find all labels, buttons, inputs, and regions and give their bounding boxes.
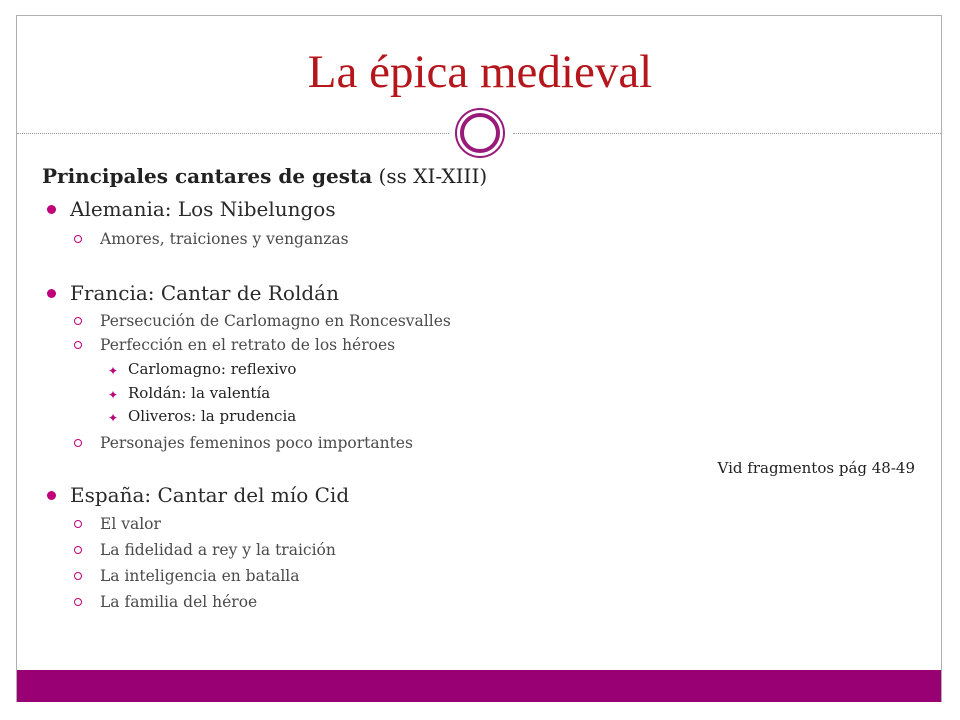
sub-item [100,540,336,560]
hollow-circle-bullet-icon [74,572,82,580]
sub-item-label: Persecución de Carlomagno en Roncesvalles [100,312,451,330]
sub-item [100,566,299,586]
footer-bar [17,670,941,702]
list-item-label: Francia: Cantar de Roldán [70,281,339,305]
hollow-circle-bullet-icon [74,520,82,528]
heading-bold: Principales cantares de gesta [42,164,373,188]
sub-item-label: El valor [100,515,161,533]
sub-sub-item [108,406,297,426]
sub-sub-item-label: Roldán: la valentía [128,384,271,402]
hollow-circle-bullet-icon [74,317,82,325]
sub-item [100,335,395,355]
filled-circle-bullet-icon [47,289,56,298]
sub-item [100,229,349,249]
sub-item-label: La fidelidad a rey y la traición [100,541,336,559]
sub-item-label: Amores, traiciones y venganzas [100,230,349,248]
sub-sub-item-label: Carlomagno: reflexivo [128,360,297,378]
list-item-alemania [70,196,336,222]
four-point-star-bullet-icon: ✦ [108,364,119,378]
sub-item [100,592,257,612]
hollow-circle-bullet-icon [74,439,82,447]
filled-circle-bullet-icon [47,491,56,500]
sub-item-label: La inteligencia en batalla [100,567,300,585]
list-item-espana [70,482,349,508]
sub-item [100,514,161,534]
list-item-francia [70,280,339,306]
sub-sub-item [108,383,271,403]
reference-note: Vid fragmentos pág 48-49 [717,459,915,477]
four-point-star-bullet-icon: ✦ [108,388,119,402]
sub-item-label: La familia del héroe [100,593,258,611]
list-item-label: España: Cantar del mío Cid [70,483,350,507]
four-point-star-bullet-icon: ✦ [108,411,119,425]
section-heading [42,163,487,189]
list-item-label: Alemania: Los Nibelungos [70,197,336,221]
hollow-circle-bullet-icon [74,598,82,606]
filled-circle-bullet-icon [47,205,56,214]
sub-sub-item [108,359,297,379]
heading-period: (ss XI-XIII) [372,164,488,188]
sub-item [100,311,451,331]
hollow-circle-bullet-icon [74,546,82,554]
sub-item-label: Perfección en el retrato de los héroes [100,336,396,354]
hollow-circle-bullet-icon [74,235,82,243]
hollow-circle-bullet-icon [74,341,82,349]
sub-item-label: Personajes femeninos poco importantes [100,434,413,452]
sub-item [100,433,413,453]
sub-sub-item-label: Oliveros: la prudencia [128,407,297,425]
slide-title: La épica medieval [307,46,653,98]
